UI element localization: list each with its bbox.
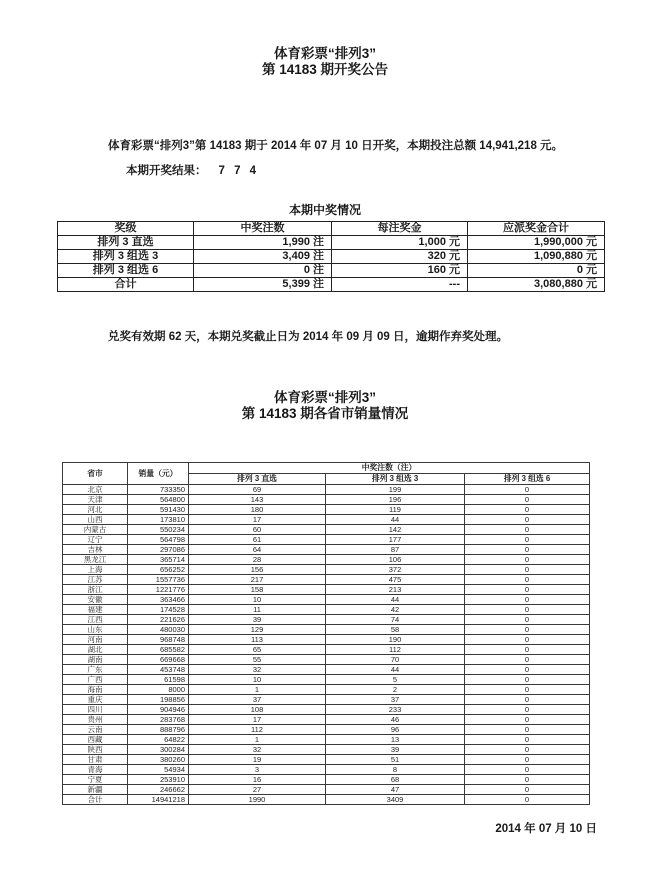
zuxuan6-count: 0: [465, 695, 590, 705]
zuxuan3-count: 47: [326, 785, 465, 795]
table-row: [63, 545, 590, 555]
table-row: [63, 775, 590, 785]
draw-result-line: [126, 162, 259, 178]
province-name: 西藏: [63, 735, 128, 745]
zuxuan6-count: 0: [465, 735, 590, 745]
intro-paragraph: 体育彩票“排列3”第 14183 期于 2014 年 07 月 10 日开奖，本期投注总额 14,941,218 元。: [108, 140, 564, 152]
sales-amount: 300284: [128, 745, 189, 755]
sales-amount: 173810: [128, 515, 189, 525]
draw-result-numbers: 7 7 4: [218, 165, 260, 177]
prize-per-bet: ---: [332, 278, 468, 292]
table-row: [63, 615, 590, 625]
zuxuan6-count: 0: [465, 495, 590, 505]
sales-amount: 174528: [128, 605, 189, 615]
zhixuan-count: 1: [189, 735, 326, 745]
winner-count: 0 注: [194, 264, 332, 278]
zuxuan6-count: 0: [465, 785, 590, 795]
zhixuan-count: 180: [189, 505, 326, 515]
table-row: [63, 605, 590, 615]
sales-amount: 54934: [128, 765, 189, 775]
total-prize: 3,080,880 元: [468, 278, 605, 292]
table-row: [63, 575, 590, 585]
province-name: 江西: [63, 615, 128, 625]
province-name: 天津: [63, 495, 128, 505]
zhixuan-count: 11: [189, 605, 326, 615]
table-row: [63, 645, 590, 655]
table-row: [63, 755, 590, 765]
zuxuan3-count: 51: [326, 755, 465, 765]
sales-amount: 198856: [128, 695, 189, 705]
table-row: [63, 655, 590, 665]
sales-header-sales: 销量（元）: [128, 463, 189, 485]
zuxuan6-count: 0: [465, 655, 590, 665]
zuxuan3-count: 372: [326, 565, 465, 575]
zhixuan-count: 113: [189, 635, 326, 645]
zuxuan6-count: 0: [465, 535, 590, 545]
zhixuan-count: 32: [189, 665, 326, 675]
table-row: [63, 765, 590, 775]
zuxuan6-count: 0: [465, 555, 590, 565]
zhixuan-count: 60: [189, 525, 326, 535]
sales-amount: 685582: [128, 645, 189, 655]
sales-header-zuxuan3: 排列 3 组选 3: [326, 474, 465, 485]
table-row: [63, 495, 590, 505]
table-row: [63, 525, 590, 535]
zuxuan6-count: 0: [465, 795, 590, 805]
sales-title-line2: 第 14183 期各省市销量情况: [241, 405, 409, 421]
zhixuan-count: 1990: [189, 795, 326, 805]
zuxuan3-count: 87: [326, 545, 465, 555]
province-name: 贵州: [63, 715, 128, 725]
province-name: 云南: [63, 725, 128, 735]
announcement-title-line2: 第 14183 期开奖公告: [261, 61, 389, 77]
zhixuan-count: 10: [189, 595, 326, 605]
zuxuan3-count: 475: [326, 575, 465, 585]
table-row: [63, 675, 590, 685]
sales-amount: 8000: [128, 685, 189, 695]
table-row: [63, 795, 590, 805]
zuxuan3-count: 44: [326, 665, 465, 675]
table-row: [58, 250, 605, 264]
sales-amount: 297086: [128, 545, 189, 555]
sales-amount: 365714: [128, 555, 189, 565]
zuxuan3-count: 213: [326, 585, 465, 595]
zuxuan3-count: 5: [326, 675, 465, 685]
sales-amount: 363466: [128, 595, 189, 605]
prize-header-level: 奖级: [58, 222, 194, 236]
sales-amount: 564800: [128, 495, 189, 505]
zhixuan-count: 27: [189, 785, 326, 795]
zhixuan-count: 10: [189, 675, 326, 685]
zuxuan3-count: 196: [326, 495, 465, 505]
zuxuan3-count: 46: [326, 715, 465, 725]
winner-count: 5,399 注: [194, 278, 332, 292]
sales-amount: 888796: [128, 725, 189, 735]
total-prize: 0 元: [468, 264, 605, 278]
zhixuan-count: 16: [189, 775, 326, 785]
table-row: [63, 595, 590, 605]
province-name: 湖南: [63, 655, 128, 665]
zuxuan3-count: 3409: [326, 795, 465, 805]
zhixuan-count: 1: [189, 685, 326, 695]
zuxuan3-count: 96: [326, 725, 465, 735]
prize-level: 排列 3 组选 3: [58, 250, 194, 264]
prize-level: 合计: [58, 278, 194, 292]
province-name: 湖北: [63, 645, 128, 655]
zuxuan3-count: 233: [326, 705, 465, 715]
zuxuan6-count: 0: [465, 595, 590, 605]
province-name: 北京: [63, 485, 128, 495]
province-name: 山东: [63, 625, 128, 635]
table-row: [63, 695, 590, 705]
province-name: 陕西: [63, 745, 128, 755]
table-row: [63, 685, 590, 695]
zhixuan-count: 37: [189, 695, 326, 705]
zuxuan3-count: 44: [326, 595, 465, 605]
zhixuan-count: 129: [189, 625, 326, 635]
province-name: 江苏: [63, 575, 128, 585]
prize-per-bet: 320 元: [332, 250, 468, 264]
zuxuan6-count: 0: [465, 525, 590, 535]
table-row: [63, 515, 590, 525]
table-row: [63, 725, 590, 735]
sales-amount: 253910: [128, 775, 189, 785]
province-name: 甘肃: [63, 755, 128, 765]
zhixuan-count: 217: [189, 575, 326, 585]
zuxuan6-count: 0: [465, 765, 590, 775]
prize-header-amount: 每注奖金: [332, 222, 468, 236]
sales-amount: 61598: [128, 675, 189, 685]
table-row: [63, 715, 590, 725]
zuxuan6-count: 0: [465, 665, 590, 675]
zhixuan-count: 65: [189, 645, 326, 655]
province-name: 内蒙古: [63, 525, 128, 535]
sales-amount: 669668: [128, 655, 189, 665]
sales-amount: 591430: [128, 505, 189, 515]
prize-table: [57, 221, 605, 292]
sales-amount: 64822: [128, 735, 189, 745]
zuxuan6-count: 0: [465, 515, 590, 525]
table-row: [58, 236, 605, 250]
sales-amount: 656252: [128, 565, 189, 575]
zuxuan6-count: 0: [465, 635, 590, 645]
zhixuan-count: 69: [189, 485, 326, 495]
prize-header-count: 中奖注数: [194, 222, 332, 236]
zhixuan-count: 28: [189, 555, 326, 565]
sales-amount: 246662: [128, 785, 189, 795]
footer-date: 2014 年 07 月 10 日: [495, 823, 597, 835]
zuxuan6-count: 0: [465, 545, 590, 555]
province-name: 广西: [63, 675, 128, 685]
table-row: [63, 665, 590, 675]
province-name: 吉林: [63, 545, 128, 555]
province-name: 福建: [63, 605, 128, 615]
table-row: [63, 485, 590, 495]
table-row: [63, 505, 590, 515]
zhixuan-count: 112: [189, 725, 326, 735]
table-row: [63, 625, 590, 635]
redeem-note: 兑奖有效期 62 天，本期兑奖截止日为 2014 年 09 月 09 日，逾期作弃奖处理。: [108, 331, 509, 343]
prize-per-bet: 160 元: [332, 264, 468, 278]
prize-table-header-row: [58, 222, 605, 236]
zhixuan-count: 156: [189, 565, 326, 575]
province-name: 安徽: [63, 595, 128, 605]
table-row: [63, 735, 590, 745]
province-name: 合计: [63, 795, 128, 805]
table-row: [63, 565, 590, 575]
province-sales-table: [62, 462, 590, 805]
zuxuan6-count: 0: [465, 755, 590, 765]
province-name: 辽宁: [63, 535, 128, 545]
zhixuan-count: 19: [189, 755, 326, 765]
sales-amount: 380260: [128, 755, 189, 765]
table-row: [63, 585, 590, 595]
sales-title: [0, 390, 650, 421]
prize-per-bet: 1,000 元: [332, 236, 468, 250]
province-name: 山西: [63, 515, 128, 525]
table-row: [63, 785, 590, 795]
sales-amount: 1221776: [128, 585, 189, 595]
table-row: [63, 635, 590, 645]
zuxuan6-count: 0: [465, 745, 590, 755]
table-row: [58, 264, 605, 278]
announcement-title: [0, 46, 650, 77]
zuxuan6-count: 0: [465, 585, 590, 595]
zuxuan6-count: 0: [465, 505, 590, 515]
sales-amount: 904946: [128, 705, 189, 715]
sales-header-row-1: [63, 463, 590, 474]
zuxuan3-count: 2: [326, 685, 465, 695]
zuxuan3-count: 190: [326, 635, 465, 645]
prize-level: 排列 3 组选 6: [58, 264, 194, 278]
sales-amount: 14941218: [128, 795, 189, 805]
zhixuan-count: 55: [189, 655, 326, 665]
zuxuan3-count: 58: [326, 625, 465, 635]
sales-amount: 1557736: [128, 575, 189, 585]
zuxuan6-count: 0: [465, 605, 590, 615]
sales-header-zuxuan6: 排列 3 组选 6: [465, 474, 590, 485]
zhixuan-count: 108: [189, 705, 326, 715]
zuxuan3-count: 42: [326, 605, 465, 615]
zhixuan-count: 32: [189, 745, 326, 755]
zuxuan6-count: 0: [465, 615, 590, 625]
sales-amount: 968748: [128, 635, 189, 645]
province-name: 海南: [63, 685, 128, 695]
zuxuan6-count: 0: [465, 705, 590, 715]
province-name: 青海: [63, 765, 128, 775]
sales-amount: 480030: [128, 625, 189, 635]
province-name: 新疆: [63, 785, 128, 795]
province-name: 宁夏: [63, 775, 128, 785]
winner-count: 1,990 注: [194, 236, 332, 250]
zuxuan3-count: 112: [326, 645, 465, 655]
zhixuan-count: 17: [189, 715, 326, 725]
table-row: [63, 745, 590, 755]
sales-amount: 550234: [128, 525, 189, 535]
zhixuan-count: 61: [189, 535, 326, 545]
prize-level: 排列 3 直选: [58, 236, 194, 250]
zuxuan6-count: 0: [465, 685, 590, 695]
province-name: 上海: [63, 565, 128, 575]
zuxuan6-count: 0: [465, 485, 590, 495]
zuxuan3-count: 74: [326, 615, 465, 625]
sales-header-zhixuan: 排列 3 直选: [189, 474, 326, 485]
sales-amount: 283768: [128, 715, 189, 725]
province-name: 重庆: [63, 695, 128, 705]
zuxuan6-count: 0: [465, 675, 590, 685]
prize-section-title: 本期中奖情况: [288, 203, 361, 217]
announcement-title-line1: 体育彩票“排列3”: [273, 46, 376, 61]
zuxuan3-count: 142: [326, 525, 465, 535]
zuxuan6-count: 0: [465, 575, 590, 585]
sales-header-province: 省市: [63, 463, 128, 485]
sales-title-line1: 体育彩票“排列3”: [273, 390, 376, 405]
province-name: 广东: [63, 665, 128, 675]
zuxuan3-count: 37: [326, 695, 465, 705]
province-name: 浙江: [63, 585, 128, 595]
zuxuan6-count: 0: [465, 565, 590, 575]
zhixuan-count: 39: [189, 615, 326, 625]
zuxuan6-count: 0: [465, 725, 590, 735]
zuxuan3-count: 106: [326, 555, 465, 565]
zuxuan3-count: 119: [326, 505, 465, 515]
sales-amount: 733350: [128, 485, 189, 495]
province-name: 河南: [63, 635, 128, 645]
total-prize: 1,090,880 元: [468, 250, 605, 264]
table-row: [63, 705, 590, 715]
zuxuan3-count: 39: [326, 745, 465, 755]
table-row: [63, 555, 590, 565]
total-prize: 1,990,000 元: [468, 236, 605, 250]
sales-amount: 221626: [128, 615, 189, 625]
zuxuan3-count: 177: [326, 535, 465, 545]
zuxuan3-count: 199: [326, 485, 465, 495]
table-row: [58, 278, 605, 292]
zhixuan-count: 3: [189, 765, 326, 775]
winner-count: 3,409 注: [194, 250, 332, 264]
zuxuan3-count: 13: [326, 735, 465, 745]
province-name: 黑龙江: [63, 555, 128, 565]
zuxuan3-count: 70: [326, 655, 465, 665]
table-row: [63, 535, 590, 545]
province-name: 河北: [63, 505, 128, 515]
province-name: 四川: [63, 705, 128, 715]
sales-header-counts-group: 中奖注数（注）: [189, 463, 590, 474]
zuxuan6-count: 0: [465, 775, 590, 785]
draw-result-label: 本期开奖结果：: [126, 165, 207, 177]
zhixuan-count: 64: [189, 545, 326, 555]
zhixuan-count: 158: [189, 585, 326, 595]
zuxuan3-count: 68: [326, 775, 465, 785]
zuxuan3-count: 44: [326, 515, 465, 525]
zuxuan6-count: 0: [465, 645, 590, 655]
zuxuan3-count: 8: [326, 765, 465, 775]
zhixuan-count: 143: [189, 495, 326, 505]
zuxuan6-count: 0: [465, 715, 590, 725]
sales-amount: 564798: [128, 535, 189, 545]
zuxuan6-count: 0: [465, 625, 590, 635]
sales-amount: 453748: [128, 665, 189, 675]
zhixuan-count: 17: [189, 515, 326, 525]
prize-header-total: 应派奖金合计: [468, 222, 605, 236]
